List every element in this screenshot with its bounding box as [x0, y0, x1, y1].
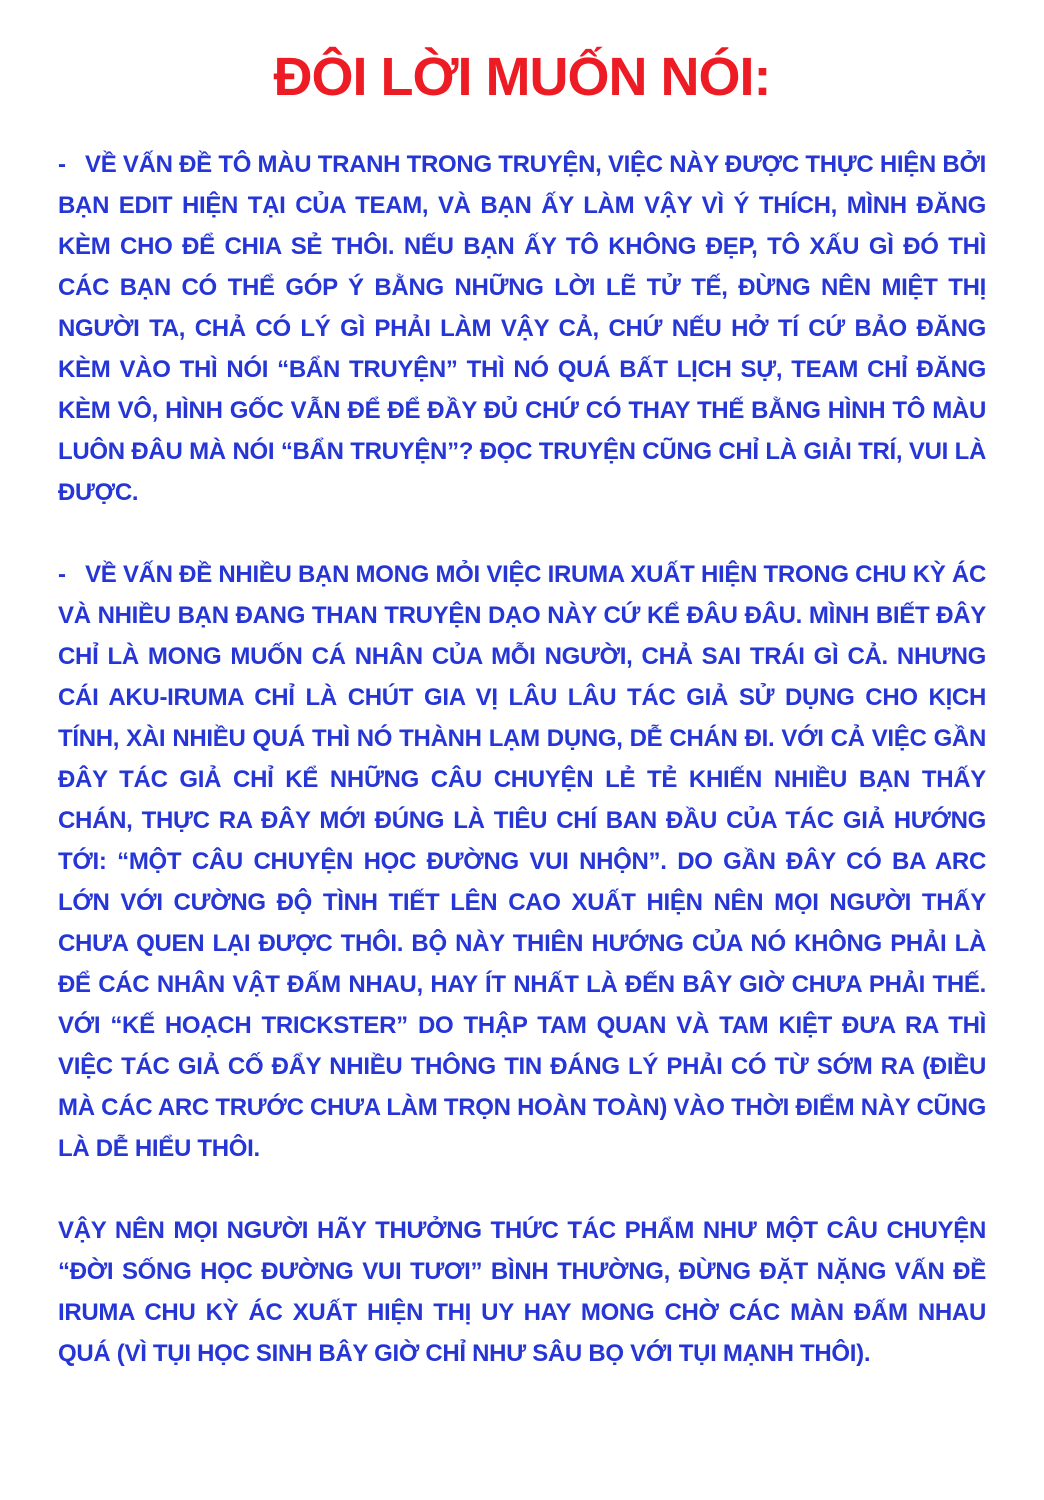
paragraph-coloring-note: - VỀ VẤN ĐỀ TÔ MÀU TRANH TRONG TRUYỆN, VIỆC NÀY ĐƯỢC THỰC HIỆN BỞI BẠN EDIT HIỆN TẠI CỦA TEAM, VÀ BẠN ẤY LÀM VẬY VÌ Ý THÍCH, MÌNH ĐĂNG KÈM CHO ĐỂ CHIA SẺ THÔI. NẾU BẠN ẤY TÔ KHÔNG ĐẸP, TÔ XẤU GÌ ĐÓ THÌ CÁC BẠN CÓ THỂ GÓP Ý BẰNG NHỮNG LỜI LẼ TỬ TẾ, ĐỪNG NÊN MIỆT THỊ NGƯỜI TA, CHẢ CÓ LÝ GÌ PHẢI LÀM VẬY CẢ, CHỨ NẾU HỞ TÍ CỨ BẢO ĐĂNG KÈM VÀO THÌ NÓI “BẨN TRUYỆN” THÌ NÓ QUÁ BẤT LỊCH SỰ, TEAM CHỈ ĐĂNG KÈM VÔ, HÌNH GỐC VẪN ĐỂ ĐỂ ĐẦY ĐỦ CHỨ CÓ THAY THẾ BẰNG HÌNH TÔ MÀU LUÔN ĐÂU MÀ NÓI “BẨN TRUYỆN”? ĐỌC TRUYỆN CŨNG CHỈ LÀ GIẢI TRÍ, VUI LÀ ĐƯỢC. — [58, 151, 986, 506]
paragraph-iruma-evil-cycle-note: - VỀ VẤN ĐỀ NHIỀU BẠN MONG MỎI VIỆC IRUMA XUẤT HIỆN TRONG CHU KỲ ÁC VÀ NHIỀU BẠN ĐANG THAN TRUYỆN DẠO NÀY CỨ KỂ ĐÂU ĐÂU. MÌNH BIẾT ĐÂY CHỈ LÀ MONG MUỐN CÁ NHÂN CỦA MỖI NGƯỜI, CHẢ SAI TRÁI GÌ CẢ. NHƯNG CÁI AKU-IRUMA CHỈ LÀ CHÚT GIA VỊ LÂU LÂU TÁC GIẢ SỬ DỤNG CHO KỊCH TÍNH, XÀI NHIỀU QUÁ THÌ NÓ THÀNH LẠM DỤNG, DỄ CHÁN ĐI. VỚI CẢ VIỆC GẦN ĐÂY TÁC GIẢ CHỈ KỂ NHỮNG CÂU CHUYỆN LẺ TẺ KHIẾN NHIỀU BẠN THẤY CHÁN, THỰC RA ĐÂY MỚI ĐÚNG LÀ TIÊU CHÍ BAN ĐẦU CỦA TÁC GIẢ HƯỚNG TỚI: “MỘT CÂU CHUYỆN HỌC ĐƯỜNG VUI NHỘN”. DO GẦN ĐÂY CÓ BA ARC LỚN VỚI CƯỜNG ĐỘ TÌNH TIẾT LÊN CAO XUẤT HIỆN NÊN MỌI NGƯỜI THẤY CHƯA QUEN LẠI ĐƯỢC THÔI. BỘ NÀY THIÊN HƯỚNG CỦA NÓ KHÔNG PHẢI LÀ ĐỂ CÁC NHÂN VẬT ĐẤM NHAU, HAY ÍT NHẤT LÀ ĐẾN BÂY GIỜ CHƯA PHẢI THẾ. VỚI “KẾ HOẠCH TRICKSTER” DO THẬP TAM QUAN VÀ TAM KIỆT ĐƯA RA THÌ VIỆC TÁC GIẢ CỐ ĐẨY NHIỀU THÔNG TIN ĐÁNG LÝ PHẢI CÓ TỪ SỚM RA (ĐIỀU MÀ CÁC ARC TRƯỚC CHƯA LÀM TRỌN HOÀN TOÀN) VÀO THỜI ĐIỂM NÀY CŨNG LÀ DỄ HIỂU THÔI. — [58, 561, 986, 1162]
page-title: ĐÔI LỜI MUỐN NÓI: — [273, 47, 771, 107]
paragraph-closing-note: VẬY NÊN MỌI NGƯỜI HÃY THƯỞNG THỨC TÁC PHẨM NHƯ MỘT CÂU CHUYỆN “ĐỜI SỐNG HỌC ĐƯỜNG VUI TƯƠI” BÌNH THƯỜNG, ĐỪNG ĐẶT NẶNG VẤN ĐỀ IRUMA CHU KỲ ÁC XUẤT HIỆN THỊ UY HAY MONG CHỜ CÁC MÀN ĐẤM NHAU QUÁ (VÌ TỤI HỌC SINH BÂY GIỜ CHỈ NHƯ SÂU BỌ VỚI TỤI MẠNH THÔI). — [58, 1217, 986, 1367]
